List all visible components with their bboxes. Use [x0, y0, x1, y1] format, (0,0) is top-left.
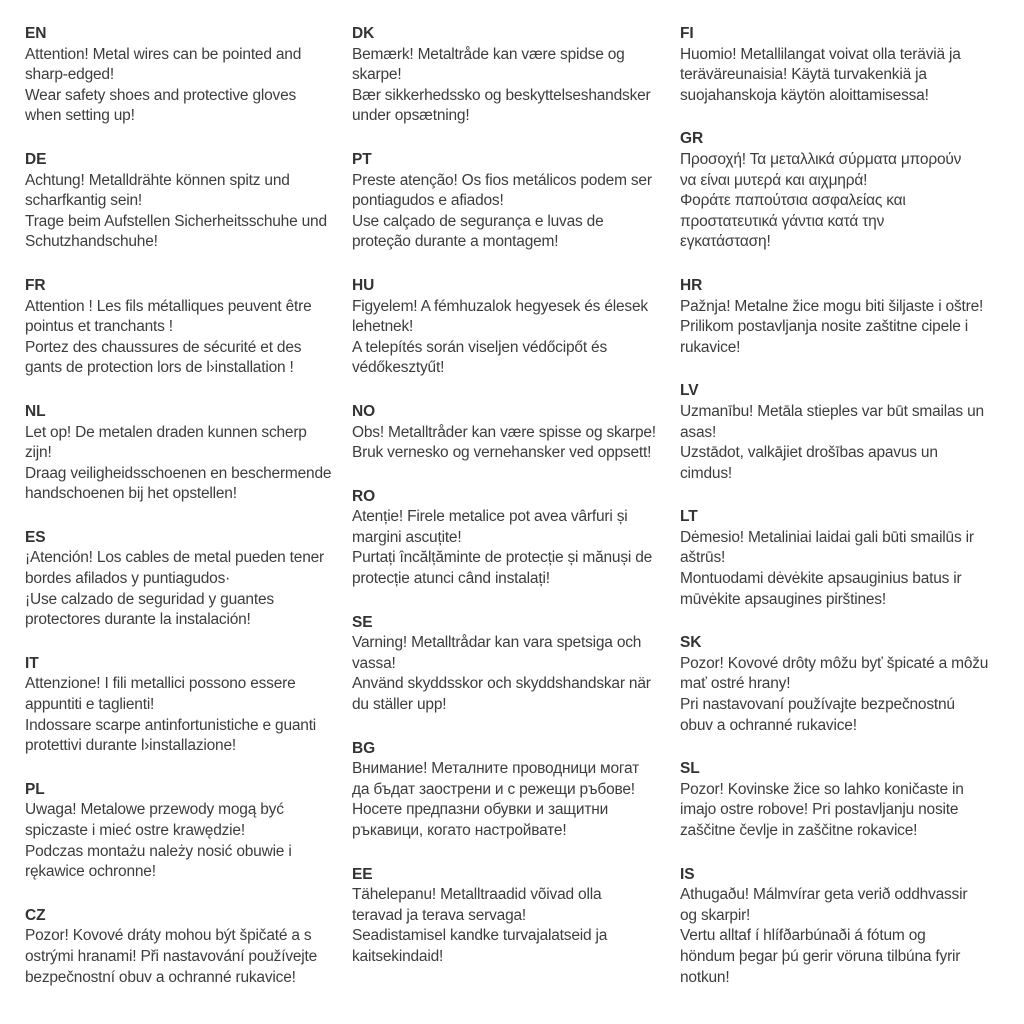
- language-code: EE: [352, 865, 373, 883]
- column-3: [680, 24, 1014, 1024]
- language-code: IS: [680, 865, 695, 883]
- warning-line: εγκατάσταση!: [680, 233, 771, 251]
- warning-line: zijn!: [25, 444, 52, 462]
- warning-line: Prilikom postavljanja nosite zaštitne cipele i: [680, 318, 969, 336]
- warning-line: when setting up!: [25, 107, 135, 125]
- language-block-bg: [352, 739, 680, 842]
- warning-line: Atenție! Firele metalice pot avea vârfuri și: [352, 508, 628, 526]
- warning-line: ostrými hranami! Při nastavování používejte: [25, 947, 318, 965]
- warning-line: Pozor! Kovinske žice so lahko koničaste in: [680, 780, 964, 798]
- language-code: PL: [25, 780, 45, 798]
- warning-line: ¡Atención! Los cables de metal pueden tener: [25, 549, 325, 567]
- warning-line: Uwaga! Metalowe przewody mogą być: [25, 801, 284, 819]
- language-block-lt: [680, 507, 1014, 610]
- warning-line: asas!: [680, 423, 717, 441]
- warning-line: Huomio! Metallilangat voivat olla teräviä ja: [680, 45, 961, 63]
- language-block-sl: [680, 759, 1014, 841]
- warning-line: Achtung! Metalldrähte können spitz und: [25, 171, 290, 189]
- warning-line: Portez des chaussures de sécurité et des: [25, 338, 302, 356]
- warning-line: vassa!: [352, 654, 396, 672]
- language-block-fr: [25, 276, 352, 379]
- warning-line: Bruk vernesko og vernehansker ved oppsett!: [352, 444, 652, 462]
- warning-line: cimdus!: [680, 464, 733, 482]
- language-code: IT: [25, 654, 39, 672]
- warning-line: bezpečnostní obuv a ochranné rukavice!: [25, 968, 296, 986]
- language-block-es: [25, 528, 352, 631]
- warning-line: Trage beim Aufstellen Sicherheitsschuhe und: [25, 212, 327, 230]
- warning-line: Preste atenção! Os fios metálicos podem ser: [352, 171, 652, 189]
- language-code: GR: [680, 130, 704, 148]
- column-1: [25, 24, 352, 1024]
- warning-line: du ställer upp!: [352, 696, 447, 714]
- language-block-is: [680, 865, 1014, 989]
- language-block-se: [352, 613, 680, 716]
- language-code: SK: [680, 634, 702, 652]
- warning-line: Bemærk! Metaltråde kan være spidse og: [352, 45, 625, 63]
- language-code: NL: [25, 402, 46, 420]
- warning-line: Purtați încălțăminte de protecție și mănuși de: [352, 549, 653, 567]
- warning-line: skarpe!: [352, 66, 402, 84]
- warning-line: scharfkantig sein!: [25, 192, 143, 210]
- warning-line: Use calçado de segurança e luvas de: [352, 212, 604, 230]
- warning-line: gants de protection lors de l›installation !: [25, 359, 294, 377]
- warning-line: bordes afilados y puntiagudos·: [25, 570, 231, 588]
- warning-line: lehetnek!: [352, 318, 414, 336]
- warning-line: A telepítés során viseljen védőcipőt és: [352, 338, 607, 356]
- language-block-ee: [352, 865, 680, 968]
- language-code: HR: [680, 276, 703, 294]
- language-block-fi: [680, 24, 1014, 106]
- language-code: LT: [680, 508, 698, 526]
- warning-line: Bær sikkerhedssko og beskyttelseshandsker: [352, 86, 651, 104]
- language-block-sk: [680, 633, 1014, 736]
- language-block-dk: [352, 24, 680, 127]
- language-block-no: [352, 402, 680, 464]
- warning-line: spiczaste i mieć ostre krawędzie!: [25, 822, 245, 839]
- language-code: RO: [352, 487, 376, 505]
- warning-line: rukavice!: [680, 338, 741, 356]
- language-code: BG: [352, 739, 376, 757]
- warning-line: Носете предпазни обувки и защитни: [352, 801, 609, 819]
- language-code: ES: [25, 528, 46, 546]
- language-block-gr: [680, 129, 1014, 253]
- warning-line: Schutzhandschuhe!: [25, 233, 158, 251]
- warning-line: mūvėkite apsaugines pirštines!: [680, 590, 886, 608]
- warning-line: under opsætning!: [352, 107, 470, 125]
- warning-line: handschoenen bij het opstellen!: [25, 485, 237, 503]
- language-block-it: [25, 654, 352, 757]
- warning-line: ръкавици, когато настройвате!: [352, 822, 567, 839]
- warning-line: Uzmanību! Metāla stieples var būt smailas un: [680, 402, 984, 420]
- warning-line: Pozor! Kovové dráty mohou být špičaté a s: [25, 927, 312, 945]
- language-block-de: [25, 150, 352, 253]
- language-code: CZ: [25, 906, 46, 924]
- warning-line: protecție atunci când instalați!: [352, 570, 550, 588]
- warning-line: ¡Use calzado de seguridad y guantes: [25, 590, 274, 608]
- warning-line: védőkesztyűt!: [352, 359, 445, 377]
- warning-line: margini ascuțite!: [352, 528, 462, 546]
- warning-line: Athugaðu! Málmvírar geta verið oddhvassir: [680, 886, 968, 904]
- warning-line: sharp-edged!: [25, 66, 114, 84]
- warning-line: Draag veiligheidsschoenen en beschermende: [25, 464, 332, 482]
- warning-line: imajo ostre robove! Pri postavljanju nosite: [680, 801, 959, 819]
- language-code: HU: [352, 276, 375, 294]
- warning-line: Pozor! Kovové drôty môžu byť špicaté a môžu: [680, 654, 989, 672]
- language-code: EN: [25, 25, 47, 42]
- warning-line: Προσοχή! Τα μεταλλικά σύρματα μπορούν: [680, 150, 962, 168]
- warning-line: teravad ja terava servaga!: [352, 906, 527, 924]
- language-block-lv: [680, 381, 1014, 484]
- warning-line: Tähelepanu! Metalltraadid võivad olla: [352, 886, 602, 904]
- language-code: NO: [352, 402, 376, 420]
- warning-line: mať ostré hrany!: [680, 675, 791, 693]
- warning-line: Obs! Metalltråder kan være spisse og skarpe!: [352, 423, 656, 441]
- warning-line: Varning! Metalltrådar kan vara spetsiga och: [352, 634, 642, 652]
- warning-line: Podczas montażu należy nosić obuwie i: [25, 842, 292, 860]
- warning-line: Pažnja! Metalne žice mogu biti šiljaste i oštre!: [680, 297, 984, 315]
- warning-line: protettivi durante l›installazione!: [25, 737, 236, 755]
- warning-line: rękawice ochronne!: [25, 863, 156, 881]
- warning-line: og skarpir!: [680, 906, 751, 924]
- language-block-ro: [352, 487, 680, 590]
- warning-line: proteção durante a montagem!: [352, 233, 559, 251]
- warning-line: Attention! Metal wires can be pointed and: [25, 45, 302, 63]
- language-block-pt: [352, 150, 680, 253]
- language-code: SE: [352, 613, 373, 631]
- warning-line: Uzstādot, valkājiet drošības apavus un: [680, 444, 938, 462]
- warning-line: protectores durante la instalación!: [25, 611, 251, 629]
- warning-line: suojahanskoja käytön aloittamisessa!: [680, 86, 929, 104]
- warning-line: pointus et tranchants !: [25, 318, 173, 336]
- language-code: FR: [25, 276, 46, 294]
- warning-line: Attenzione! I fili metallici possono essere: [25, 675, 296, 693]
- warning-line: appuntiti e taglienti!: [25, 696, 155, 714]
- warning-line: да бъдат заострени и с режещи ръбове!: [352, 780, 635, 798]
- warning-line: Pri nastavovaní používajte bezpečnostnú: [680, 696, 955, 714]
- warning-line: höndum þegar þú gerir vöruna tilbúna fyrir: [680, 947, 961, 965]
- warning-line: aštrūs!: [680, 549, 726, 567]
- language-block-nl: [25, 402, 352, 505]
- warning-line: Φοράτε παπούτσια ασφαλείας και: [680, 192, 906, 210]
- warning-line: zaščitne čevlje in zaščitne rokavice!: [680, 822, 918, 839]
- language-code: DK: [352, 25, 375, 42]
- warning-line: Indossare scarpe antinfortunistiche e guanti: [25, 716, 317, 734]
- language-block-hr: [680, 276, 1014, 358]
- warning-line: Montuodami dėvėkite apsauginius batus ir: [680, 570, 962, 588]
- warning-line: Figyelem! A fémhuzalok hegyesek és élesek: [352, 297, 648, 315]
- warning-line: Vertu alltaf í hlífðarbúnaði á fótum og: [680, 927, 926, 945]
- warning-line: kaitsekindaid!: [352, 947, 444, 965]
- warning-line: να είναι μυτερά και αιχμηρά!: [680, 171, 868, 189]
- warning-line: Använd skyddsskor och skyddshandskar när: [352, 675, 651, 693]
- language-code: SL: [680, 760, 700, 778]
- warning-line: Attention ! Les fils métalliques peuvent être: [25, 297, 312, 315]
- warning-line: Внимание! Металните проводници могат: [352, 760, 639, 778]
- language-code: PT: [352, 150, 372, 168]
- warning-line: Seadistamisel kandke turvajalatseid ja: [352, 927, 608, 945]
- language-block-en: [25, 24, 352, 127]
- language-code: DE: [25, 150, 47, 168]
- language-code: LV: [680, 382, 699, 400]
- warning-line: Dėmesio! Metaliniai laidai gali būti smailūs ir: [680, 528, 974, 546]
- column-2: [352, 24, 680, 1024]
- language-block-cz: [25, 906, 352, 988]
- warning-line: teräväreunaisia! Käytä turvakenkiä ja: [680, 66, 927, 84]
- warning-line: Let op! De metalen draden kunnen scherp: [25, 423, 307, 441]
- warning-line: προστατευτικά γάντια κατά την: [680, 212, 885, 230]
- language-block-hu: [352, 276, 680, 379]
- warning-line: pontiagudos e afiados!: [352, 192, 504, 210]
- warning-line: obuv a ochranné rukavice!: [680, 716, 857, 734]
- language-block-pl: [25, 780, 352, 883]
- warning-line: notkun!: [680, 968, 730, 986]
- language-code: FI: [680, 25, 694, 42]
- warning-line: Wear safety shoes and protective gloves: [25, 86, 297, 104]
